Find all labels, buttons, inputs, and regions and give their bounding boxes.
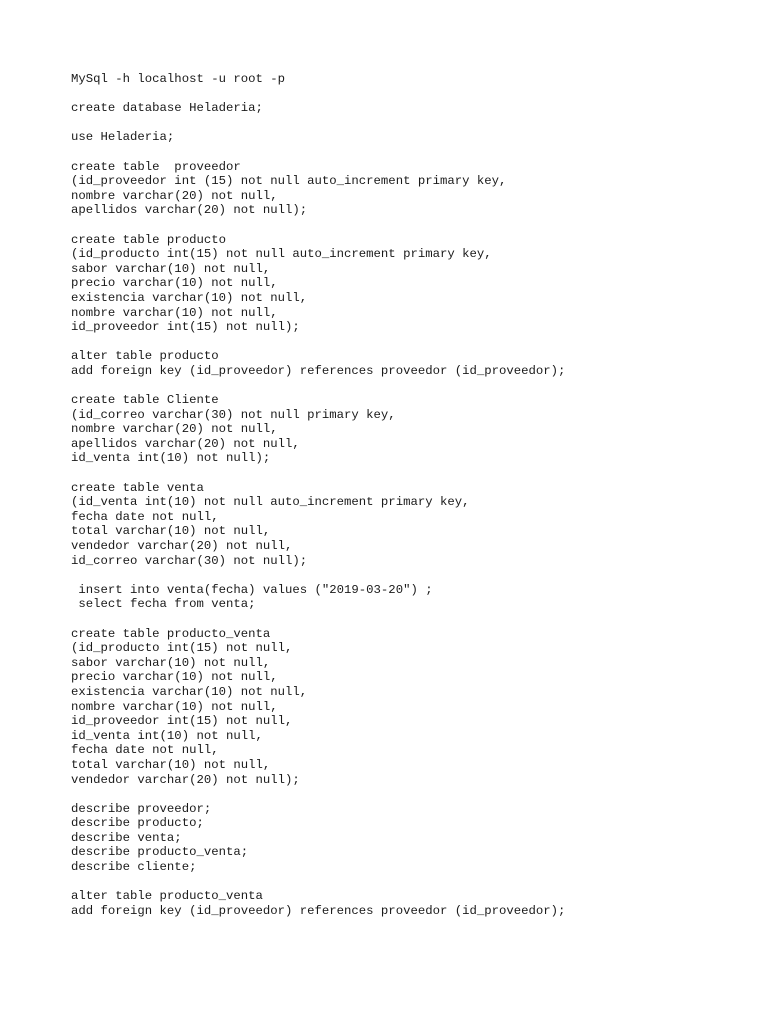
code-line: existencia varchar(10) not null, [71, 684, 308, 699]
code-line: (id_proveedor int (15) not null auto_increment primary key, [71, 174, 507, 189]
command-block-create-producto-venta [71, 627, 751, 788]
code-line: sabor varchar(10) not null, [71, 655, 271, 670]
code-line: vendedor varchar(20) not null, [71, 539, 293, 553]
command-block-alter-producto-venta [71, 889, 751, 918]
command-block-create-cliente [71, 393, 751, 466]
code-line: create database Heladeria; [71, 101, 263, 116]
code-line: use Heladeria; [71, 130, 175, 145]
command-block-create-producto [71, 233, 751, 335]
code-line: id_correo varchar(30) not null); [71, 553, 308, 568]
code-line: MySql -h localhost -u root -p [71, 72, 286, 86]
code-line: select fecha from venta; [71, 597, 256, 612]
code-line: apellidos varchar(20) not null); [71, 203, 308, 218]
code-line: fecha date not null, [71, 743, 219, 758]
code-line: create table producto [71, 232, 226, 247]
code-line: nombre varchar(20) not null, [71, 188, 278, 203]
command-block-use-database [71, 130, 751, 145]
code-line: (id_producto int(15) not null auto_increment primary key, [71, 247, 492, 262]
code-line: describe proveedor; [71, 801, 212, 816]
code-line: describe producto; [71, 816, 204, 831]
code-line: insert into venta(fecha) values ("2019-03-20") ; [71, 582, 433, 597]
code-line: nombre varchar(10) not null, [71, 699, 278, 714]
command-block-create-venta [71, 481, 751, 569]
code-line: fecha date not null, [71, 509, 219, 524]
code-line: (id_venta int(10) not null auto_increment primary key, [71, 495, 470, 510]
code-line: precio varchar(10) not null, [71, 670, 278, 685]
code-line: precio varchar(10) not null, [71, 276, 278, 291]
code-line: describe cliente; [71, 860, 197, 875]
code-line: describe venta; [71, 830, 182, 845]
code-line: id_proveedor int(15) not null, [71, 714, 293, 729]
command-block-mysql-login [71, 72, 751, 87]
code-line: existencia varchar(10) not null, [71, 290, 308, 305]
code-line: nombre varchar(10) not null, [71, 305, 278, 320]
code-line: id_proveedor int(15) not null); [71, 320, 300, 335]
command-block-create-database [71, 101, 751, 116]
command-block-alter-producto [71, 349, 751, 378]
document-page [71, 72, 751, 933]
code-line: describe producto_venta; [71, 845, 249, 860]
code-line: id_venta int(10) not null); [71, 451, 271, 466]
code-line: create table venta [71, 480, 204, 495]
code-line: total varchar(10) not null, [71, 757, 271, 772]
code-line: sabor varchar(10) not null, [71, 261, 271, 276]
code-line: create table producto_venta [71, 626, 271, 641]
code-line: nombre varchar(20) not null, [71, 422, 278, 437]
command-block-describe-tables [71, 802, 751, 875]
code-line: alter table producto_venta [71, 889, 263, 904]
code-line: create table proveedor [71, 159, 241, 174]
code-line: apellidos varchar(20) not null, [71, 436, 300, 451]
code-line: add foreign key (id_proveedor) references proveedor (id_proveedor); [71, 903, 566, 918]
code-line: id_venta int(10) not null, [71, 728, 263, 743]
code-line: alter table producto [71, 349, 219, 364]
code-line: (id_producto int(15) not null, [71, 641, 293, 656]
command-block-create-proveedor [71, 160, 751, 218]
command-block-insert-select-venta [71, 583, 751, 612]
code-line: (id_correo varchar(30) not null primary key, [71, 407, 396, 422]
code-line: vendedor varchar(20) not null); [71, 772, 300, 787]
code-line: create table Cliente [71, 393, 219, 408]
code-line: total varchar(10) not null, [71, 524, 271, 539]
code-line: add foreign key (id_proveedor) references proveedor (id_proveedor); [71, 363, 566, 378]
